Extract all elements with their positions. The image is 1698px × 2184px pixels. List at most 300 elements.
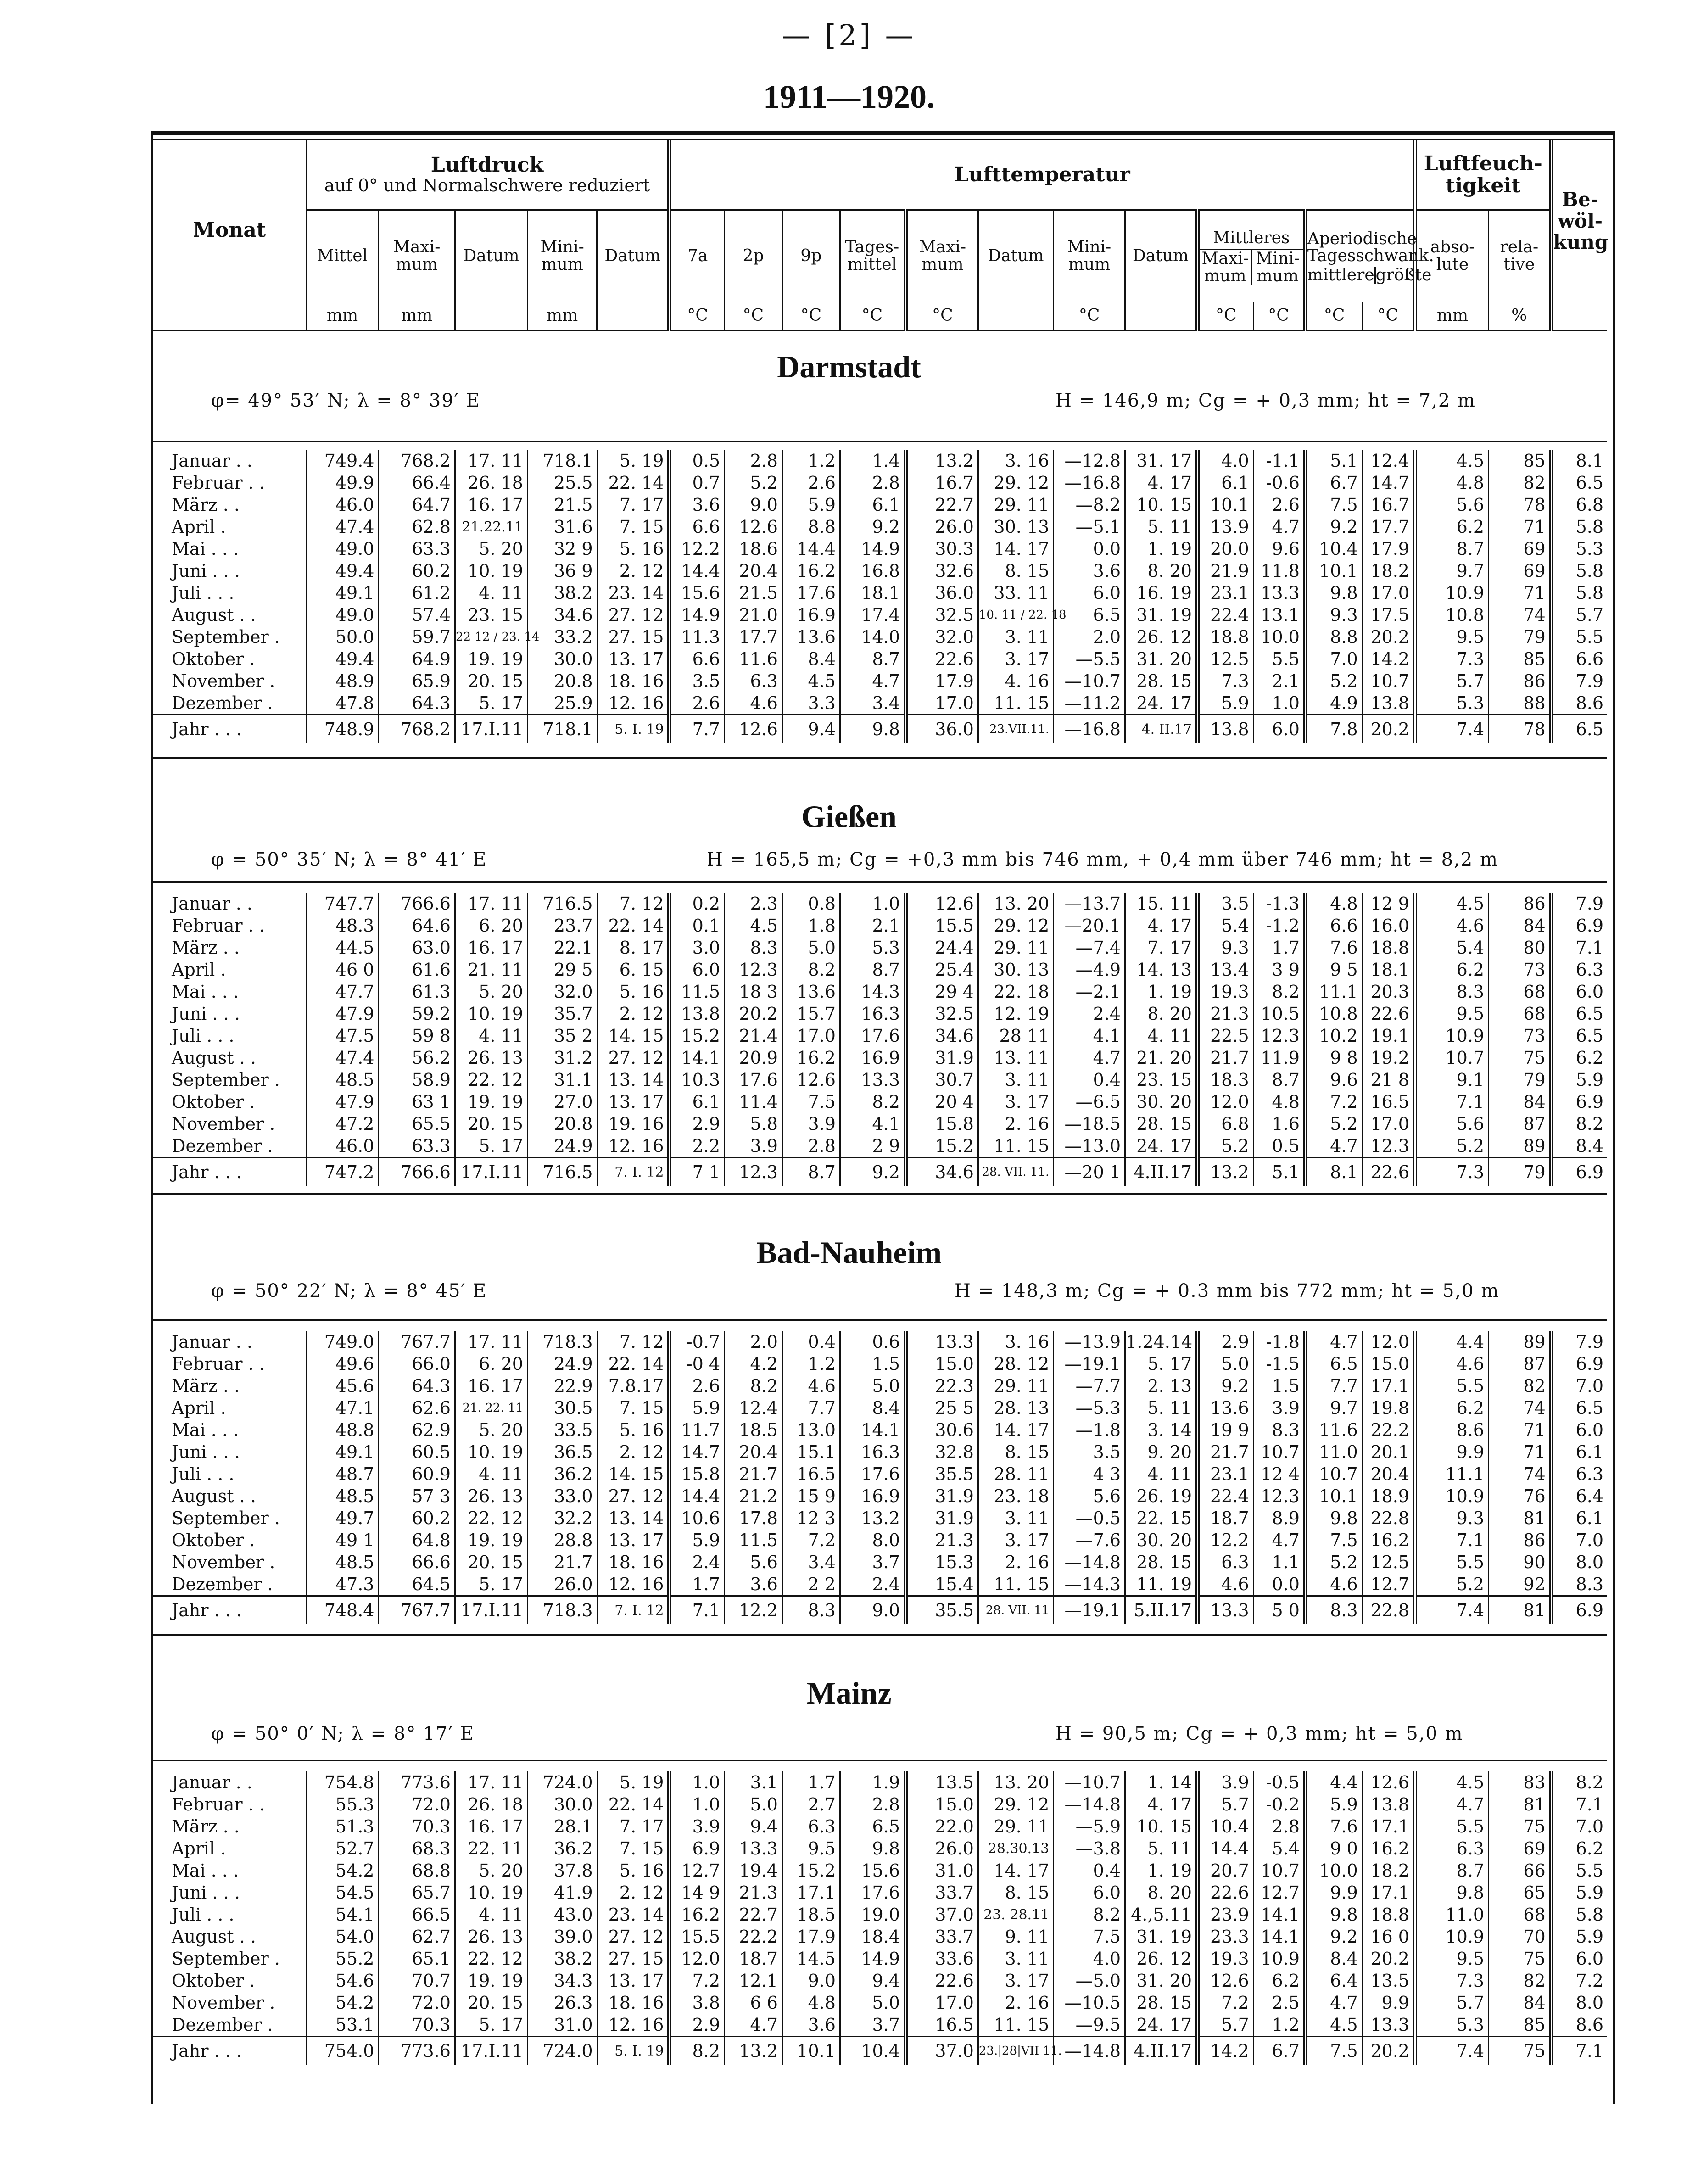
table-cell: 22.6 [905,1970,978,1992]
table-row [153,1926,1607,1948]
table-cell: 8.3 [1253,1419,1305,1441]
table-cell: 21. 20 [1125,1047,1198,1069]
table-cell: 26. 12 [1125,1948,1198,1970]
table-cell: 3.3 [782,692,840,715]
table-cell: 2.9 [670,1113,725,1135]
table-cell: 10. 11 / 22. 18 [978,604,1053,626]
table-cell: 46.0 [306,494,379,516]
table-cell: 58.9 [379,1069,455,1091]
table-cell: 9. 20 [1125,1441,1198,1463]
table-cell: 7. 17 [597,494,670,516]
table-rule [153,1319,1607,1321]
table-cell: 0.8 [782,893,840,915]
table-cell: 28.8 [527,1529,597,1551]
table-cell: 1. 19 [1125,538,1198,560]
table-cell: 1.8 [782,915,840,937]
table-cell: 16.8 [840,560,905,582]
table-cell: 19.2 [1362,1047,1415,1069]
table-cell: 4.7 [725,2014,782,2037]
table-cell: 54.0 [306,1926,379,1948]
table-cell: 4.8 [1305,893,1362,915]
table-cell: 5.5 [1415,1815,1488,1838]
table-cell: 31. 17 [1125,450,1198,472]
table-cell: 9.7 [1305,1397,1362,1419]
table-cell: 32.0 [527,981,597,1003]
table-cell: 747.7 [306,893,379,915]
table-cell: 15 9 [782,1485,840,1507]
table-cell: 10.3 [670,1069,725,1091]
table-cell: 63.3 [379,1135,455,1158]
table-row [153,937,1607,959]
table-cell: 46.0 [306,1135,379,1158]
table-cell: 6.2 [1575,1048,1603,1068]
table-cell: 4. 17 [1125,472,1198,494]
table-cell: 22.4 [1198,604,1254,626]
table-cell: 30.0 [527,1793,597,1815]
table-cell: 5.0 [782,937,840,959]
table-row [153,1091,1607,1113]
table-cell: 3.6 [670,494,725,516]
table-cell: 78 [1489,494,1552,516]
table-cell: 22.2 [1362,1419,1415,1441]
table-cell: 7.5 [1054,1926,1125,1948]
table-cell: 4.7 [840,670,905,692]
table-cell: 18.6 [725,538,782,560]
table-cell: 12 3 [782,1507,840,1529]
table-cell: 12.2 [725,1596,782,1625]
table-cell: 12. 16 [597,1573,670,1596]
table-cell: 3. 11 [978,1507,1053,1529]
table-cell: 7.1 [1415,1091,1488,1113]
table-cell: 54.6 [306,1970,379,1992]
table-row [153,472,1607,494]
table-cell: 81 [1489,1507,1552,1529]
table-cell: 22. 12 [455,1948,527,1970]
table-cell: 3. 17 [978,1529,1053,1551]
table-cell: 79 [1489,1158,1552,1186]
station-data-table [153,1771,1607,2065]
table-cell: 4. 11 [455,582,527,604]
table-cell: 18 3 [725,981,782,1003]
month-label: April . [153,959,306,981]
table-cell: 13. 14 [597,1507,670,1529]
table-cell: 21.3 [905,1529,978,1551]
table-cell: 6.2 [1253,1970,1305,1992]
table-cell: 66 [1489,1860,1552,1882]
table-cell: 9.3 [1198,937,1254,959]
table-cell: 5.5 [1415,1551,1488,1573]
station-coordinates: φ = 50° 22′ N; λ = 8° 45′ E [211,1280,487,1301]
table-cell: 11. 15 [978,1135,1053,1158]
table-cell: 11. 15 [978,2014,1053,2037]
table-cell: 26.3 [527,1992,597,2014]
table-cell: 32.6 [905,560,978,582]
table-cell: 68.8 [379,1860,455,1882]
period-title: 1911—1920. [763,78,935,115]
table-cell: 15.2 [905,1135,978,1158]
table-cell: 60.2 [379,1507,455,1529]
table-cell: 73 [1489,959,1552,981]
table-cell: 19 9 [1198,1419,1254,1441]
table-row [153,582,1607,604]
table-cell: 6.9 [1575,1092,1603,1112]
table-cell: 13. 17 [597,1091,670,1113]
table-cell: 8. 17 [597,937,670,959]
table-cell: 3 9 [1253,959,1305,981]
table-cell: 17.6 [725,1069,782,1091]
table-cell: -0.7 [670,1331,725,1353]
table-cell: 6.1 [1575,1442,1603,1462]
table-cell: 10.0 [1305,1860,1362,1882]
table-cell: 15.5 [905,915,978,937]
table-cell: 62.9 [379,1419,455,1441]
table-cell: 9.2 [1305,1926,1362,1948]
table-cell: 27. 15 [597,626,670,648]
table-cell: 13.6 [1198,1397,1254,1419]
table-cell: 7.6 [1305,1815,1362,1838]
table-cell: 30.3 [905,538,978,560]
table-cell: 10. 19 [455,1003,527,1025]
table-row [153,1970,1607,1992]
table-cell: 22.6 [905,648,978,670]
table-cell: 15. 11 [1125,893,1198,915]
table-cell: 6.9 [1551,1158,1607,1186]
table-cell: 8.8 [782,516,840,538]
table-cell: 6.3 [782,1815,840,1838]
table-cell: 11.5 [670,981,725,1003]
table-cell: 6.1 [1575,1508,1603,1528]
table-cell: 5. 20 [455,1419,527,1441]
table-cell: 20.2 [1362,2037,1415,2065]
table-cell: 6.0 [670,959,725,981]
table-cell: 31.2 [527,1047,597,1069]
table-cell: 12.6 [782,1069,840,1091]
month-label: November . [153,1113,306,1135]
table-cell: 7.0 [1305,648,1362,670]
bewoelkung-header: Be- wöl- kung [1553,188,1609,253]
table-cell: 8.2 [1253,981,1305,1003]
table-cell: 66.6 [379,1551,455,1573]
table-cell: 4.6 [1415,1353,1488,1375]
table-cell: 30.7 [905,1069,978,1091]
unit [1125,302,1198,330]
table-cell: —0.5 [1054,1507,1125,1529]
table-row [153,648,1607,670]
table-cell: 52.7 [306,1838,379,1860]
table-cell: 17.I.11 [455,1158,527,1186]
table-cell: 748.9 [306,715,379,743]
station-coordinates: φ = 50° 0′ N; λ = 8° 17′ E [211,1723,475,1744]
table-cell: 32.5 [905,1003,978,1025]
station-data-table [153,893,1607,1186]
table-cell: 17.0 [905,1992,978,2014]
table-cell: 4.0 [1198,450,1254,472]
table-row [153,1047,1607,1069]
table-cell: 14 9 [670,1882,725,1904]
table-cell: 15.1 [782,1441,840,1463]
table-cell: 4. 16 [978,670,1053,692]
table-cell: 5.7 [1198,1793,1254,1815]
table-cell: 87 [1489,1113,1552,1135]
table-cell: 4.4 [1415,1331,1488,1353]
col-druck-min-datum: Datum [597,210,670,302]
month-label: Januar . . [153,1771,306,1793]
table-cell: 16.7 [1362,494,1415,516]
table-rule [153,881,1607,883]
table-cell: 17.5 [1362,604,1415,626]
table-cell: 6.3 [1415,1838,1488,1860]
table-cell: 47.8 [306,692,379,715]
table-cell: 32 9 [527,538,597,560]
table-cell: 7.4 [1415,2037,1488,2065]
table-cell: 6.6 [1305,915,1362,937]
table-cell: 2.7 [782,1793,840,1815]
table-cell: 26. 12 [1125,626,1198,648]
table-cell: 5.4 [1415,937,1488,959]
table-cell: 5.2 [1305,1113,1362,1135]
table-cell: 12.7 [1362,1573,1415,1596]
table-cell: 23. 15 [1125,1069,1198,1091]
table-cell: 45.6 [306,1375,379,1397]
table-cell: 18.2 [1362,1860,1415,1882]
table-cell: 5. 17 [455,1573,527,1596]
month-label: Dezember . [153,1573,306,1596]
table-cell: —20 1 [1054,1158,1125,1186]
table-cell: 0.5 [1253,1135,1305,1158]
unit [978,302,1053,330]
month-label: August . . [153,1926,306,1948]
table-cell: 29. 11 [978,937,1053,959]
table-cell: 7.9 [1575,671,1603,691]
month-label: September . [153,1948,306,1970]
table-cell: 10.0 [1253,626,1305,648]
table-cell: 31.1 [527,1069,597,1091]
table-cell: 13.8 [1362,692,1415,715]
table-cell: 69 [1489,560,1552,582]
table-cell: 6.1 [840,494,905,516]
table-cell: 26. 13 [455,1926,527,1948]
table-cell: 2.6 [782,472,840,494]
table-cell: 27. 12 [597,604,670,626]
table-cell: 16.2 [1362,1838,1415,1860]
table-cell: 89 [1489,1331,1552,1353]
table-cell: 18.1 [1362,959,1415,981]
table-cell: 49.4 [306,560,379,582]
table-cell: 28.30.13 [978,1838,1053,1860]
table-row [153,1069,1607,1091]
table-cell: 16.2 [670,1904,725,1926]
table-cell: 5. 11 [1125,1397,1198,1419]
table-cell: 8.7 [840,959,905,981]
table-cell: 16.9 [782,604,840,626]
table-cell: 19.8 [1362,1397,1415,1419]
table-cell: 49.0 [306,538,379,560]
table-cell: 4.II.17 [1125,1158,1198,1186]
table-cell: 54.2 [306,1860,379,1882]
table-cell: —5.0 [1054,1970,1125,1992]
table-cell: 10. 15 [1125,1815,1198,1838]
table-cell: 17.9 [1362,538,1415,560]
table-cell: 2.6 [670,692,725,715]
table-cell: 64.3 [379,1375,455,1397]
table-cell: 25.4 [905,959,978,981]
table-cell: 48.5 [306,1485,379,1507]
table-cell: 23.VII.11. [978,715,1053,743]
table-cell: 5.2 [1415,1135,1488,1158]
table-cell: 2.8 [840,472,905,494]
table-cell: 26. 18 [455,472,527,494]
table-cell: 37.0 [905,2037,978,2065]
aperiodische-label: Aperiodische Tagesschwank. [1307,229,1434,266]
table-cell: 8.8 [1305,626,1362,648]
table-cell: 23.|28|VII 11. [978,2037,1053,2065]
table-cell: 62.7 [379,1926,455,1948]
table-cell: 15.6 [670,582,725,604]
table-cell: 90 [1489,1551,1552,1573]
table-cell: 6.2 [1415,1397,1488,1419]
column-header [153,140,1607,331]
table-cell: 12.3 [1253,1485,1305,1507]
table-cell: 25.5 [527,472,597,494]
table-cell: 63.0 [379,937,455,959]
table-cell: 3.9 [670,1815,725,1838]
table-cell: 17.0 [905,692,978,715]
table-cell: 12.4 [725,1397,782,1419]
table-cell: 18.5 [725,1419,782,1441]
table-cell: 10.7 [1415,1047,1488,1069]
table-cell: 8.6 [1575,693,1603,713]
table-cell: 5.2 [725,472,782,494]
table-row [153,670,1607,692]
table-cell: —7.4 [1054,937,1125,959]
table-cell: 85 [1489,648,1552,670]
table-cell: 17.1 [1362,1882,1415,1904]
table-cell: 5.6 [725,1551,782,1573]
table-cell: 24.9 [527,1135,597,1158]
table-cell: —5.3 [1054,1397,1125,1419]
table-cell: 12.4 [1362,450,1415,472]
section-divider [153,1634,1607,1636]
table-cell: 59.7 [379,626,455,648]
table-cell: 1.24.14 [1125,1331,1198,1353]
table-cell: 15.2 [670,1025,725,1047]
table-cell: 9.2 [1305,516,1362,538]
table-cell: 36.0 [905,582,978,604]
table-cell: 70.3 [379,2014,455,2037]
table-cell: 5.8 [1575,1905,1603,1925]
table-cell: 13. 17 [597,1970,670,1992]
table-cell: 30.5 [527,1397,597,1419]
table-cell: 64.9 [379,648,455,670]
table-cell: 7. 15 [597,1838,670,1860]
table-cell: 5. 17 [455,1135,527,1158]
table-cell: 12.7 [670,1860,725,1882]
table-cell: 48.5 [306,1551,379,1573]
table-cell: 20.3 [1362,981,1415,1003]
table-cell: 8.9 [1253,1507,1305,1529]
table-cell: 6.4 [1305,1970,1362,1992]
table-cell: 22.7 [725,1904,782,1926]
table-cell: 5.6 [1415,1113,1488,1135]
table-cell: 718.3 [527,1596,597,1625]
table-cell: 31.9 [905,1047,978,1069]
table-cell: 5.4 [1198,915,1254,937]
table-cell: 1.2 [1253,2014,1305,2037]
table-cell: —18.5 [1054,1113,1125,1135]
table-cell: 8. 15 [978,1441,1053,1463]
table-cell: 14. 17 [978,1419,1053,1441]
table-cell: 6.6 [1575,649,1603,669]
table-cell: 12 4 [1253,1463,1305,1485]
table-cell: 3.9 [725,1135,782,1158]
table-cell: 30.0 [527,648,597,670]
table-cell: —5.5 [1054,648,1125,670]
table-cell: 6.5 [1575,1004,1603,1024]
table-cell: 22. 14 [597,472,670,494]
table-cell: 3.5 [670,670,725,692]
table-cell: 14.3 [840,981,905,1003]
table-cell: 9.8 [1305,1507,1362,1529]
table-cell: 8.3 [1305,1596,1362,1625]
table-cell: 18.9 [1362,1485,1415,1507]
table-cell: 4. 11 [1125,1025,1198,1047]
table-cell: 64.3 [379,692,455,715]
table-cell: 3. 14 [1125,1419,1198,1441]
table-cell: 84 [1489,1091,1552,1113]
table-cell: 16.2 [782,560,840,582]
table-row [153,1529,1607,1551]
table-cell: 22 12 / 23. 14 [455,626,527,648]
month-label: Februar . . [153,472,306,494]
table-cell: 11. 19 [1125,1573,1198,1596]
table-row [153,915,1607,937]
station-elevation: H = 148,3 m; Cg = + 0.3 mm bis 772 mm; ht = 5,0 m [955,1280,1500,1301]
table-cell: 29 5 [527,959,597,981]
table-cell: 2.9 [670,2014,725,2037]
month-label: August . . [153,604,306,626]
table-row [153,1596,1607,1625]
table-cell: 66.5 [379,1904,455,1926]
table-row [153,1025,1607,1047]
month-label: Dezember . [153,2014,306,2037]
table-cell: 22.5 [1198,1025,1254,1047]
table-cell: 29. 12 [978,915,1053,937]
table-cell: 20.2 [725,1003,782,1025]
table-rule [153,1760,1607,1761]
table-cell: 5.6 [1054,1485,1125,1507]
table-cell: 8.4 [782,648,840,670]
table-cell: 3. 17 [978,1970,1053,1992]
table-cell: 10.2 [1305,1025,1362,1047]
table-row [153,1375,1607,1397]
table-cell: 749.0 [306,1331,379,1353]
table-cell: 15.5 [670,1926,725,1948]
table-cell: 2.5 [1253,1992,1305,2014]
table-cell: 9.5 [1415,626,1488,648]
table-cell: 12.0 [1198,1091,1254,1113]
table-cell: —7.6 [1054,1529,1125,1551]
month-label: Juni . . . [153,560,306,582]
table-cell: 6.9 [1575,1354,1603,1374]
table-cell: 35 2 [527,1025,597,1047]
table-cell: 33.2 [527,626,597,648]
table-cell: 1.7 [670,1573,725,1596]
table-cell: 13.3 [905,1331,978,1353]
table-cell: 1. 19 [1125,981,1198,1003]
table-cell: 13.8 [1198,715,1254,743]
table-cell: 3.0 [670,937,725,959]
table-cell: —1.8 [1054,1419,1125,1441]
